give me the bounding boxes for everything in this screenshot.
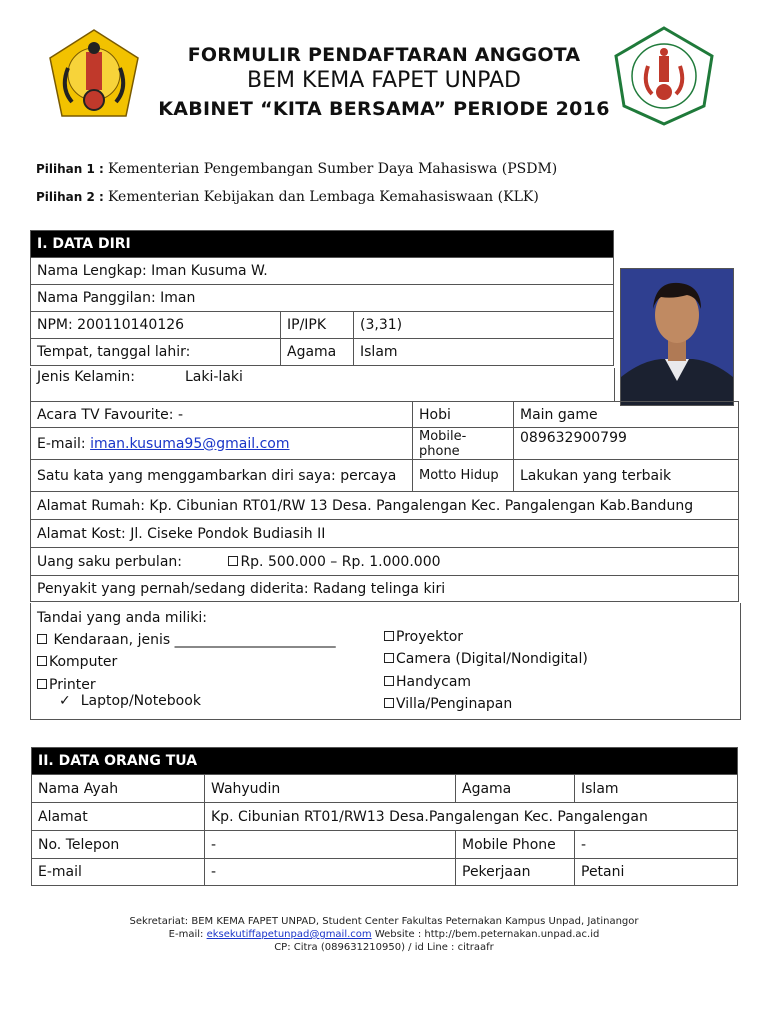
jk-value: Laki-laki	[185, 369, 243, 385]
tandai-handycam	[384, 674, 471, 690]
tandai-proyektor	[384, 629, 463, 645]
choice-2-value: Kementerian Kebijakan dan Lembaga Kemahasiswaan (KLK)	[107, 189, 539, 205]
email-cell	[31, 428, 413, 460]
ortu-mobile-value: -	[575, 831, 738, 859]
section-title-data-diri: I. DATA DIRI	[31, 231, 614, 258]
alamat-rumah: Alamat Rumah: Kp. Cibunian RT01/RW 13 Desa. Pangalengan Kec. Pangalengan Kab.Bandung	[31, 492, 739, 520]
footer-website: Website : http://bem.peternakan.unpad.ac.id	[371, 929, 600, 940]
footer-address: Sekretariat: BEM KEMA FAPET UNPAD, Student Center Fakultas Peternakan Kampus Unpad, Jatinangor	[129, 916, 639, 927]
tandai-printer-label: Printer	[49, 677, 96, 693]
acara-tv: Acara TV Favourite: -	[31, 402, 413, 428]
org-title: BEM KEMA FAPET UNPAD	[246, 68, 521, 93]
data-diri-table-bottom	[30, 401, 739, 602]
choice-1	[36, 161, 557, 177]
hobi-label: Hobi	[413, 402, 514, 428]
choice-2	[36, 189, 539, 205]
tandai-villa-label: Villa/Penginapan	[396, 696, 513, 712]
checkbox-icon[interactable]	[228, 556, 238, 566]
alamat-kost: Alamat Kost: Jl. Ciseke Pondok Budiasih II	[31, 520, 739, 548]
tandai-proyektor-label: Proyektor	[396, 629, 464, 645]
uang-saku	[31, 548, 739, 576]
checkbox-icon[interactable]	[37, 656, 47, 666]
email-label: E-mail:	[37, 435, 91, 452]
ortu-mobile-label: Mobile Phone	[456, 831, 575, 859]
choice-1-value: Kementerian Pengembangan Sumber Daya Mahasiswa (PSDM)	[107, 161, 558, 177]
nama-lengkap: Nama Lengkap: Iman Kusuma W.	[31, 258, 614, 285]
footer-email-link[interactable]: eksekutiffapetunpad@gmail.com	[206, 929, 372, 940]
checkbox-icon[interactable]	[384, 653, 394, 663]
agama-value: Islam	[354, 339, 614, 366]
ortu-telepon-label: No. Telepon	[32, 831, 205, 859]
tandai-komputer	[37, 654, 117, 670]
ortu-nama-label: Nama Ayah	[32, 775, 205, 803]
motto-value: Lakukan yang terbaik	[514, 460, 739, 492]
data-orang-tua-table	[31, 747, 738, 886]
data-diri-table-top	[30, 230, 614, 366]
tandai-handycam-label: Handycam	[396, 674, 472, 690]
penyakit: Penyakit yang pernah/sedang diderita: Radang telinga kiri	[31, 576, 739, 602]
checkbox-icon[interactable]	[37, 634, 47, 644]
jenis-kelamin-row	[30, 368, 615, 401]
ortu-agama-label: Agama	[456, 775, 575, 803]
ortu-pekerjaan-label: Pekerjaan	[456, 859, 575, 886]
footer-contact	[0, 929, 768, 940]
ipk-label: IP/IPK	[281, 312, 354, 339]
jk-label: Jenis Kelamin:	[37, 369, 135, 385]
uang-saku-label: Uang saku perbulan:	[37, 553, 182, 570]
uang-saku-value: Rp. 500.000 – Rp. 1.000.000	[240, 553, 441, 570]
ortu-pekerjaan-value: Petani	[575, 859, 738, 886]
ttl: Tempat, tanggal lahir:	[31, 339, 281, 366]
ortu-alamat-value: Kp. Cibunian RT01/RW13 Desa.Pangalengan Kec. Pangalengan	[205, 803, 738, 831]
mobile-label: Mobile-phone	[413, 428, 514, 460]
footer-email-label: E-mail:	[168, 929, 207, 940]
tandai-camera-label: Camera (Digital/Nondigital)	[396, 651, 588, 667]
mobile-value: 089632900799	[514, 428, 739, 460]
agama-label: Agama	[281, 339, 354, 366]
checkbox-icon[interactable]	[37, 679, 47, 689]
nama-panggilan: Nama Panggilan: Iman	[31, 285, 614, 312]
ortu-agama-value: Islam	[575, 775, 738, 803]
ortu-nama-value: Wahyudin	[205, 775, 456, 803]
cabinet-title: KABINET “KITA BERSAMA” PERIODE 2016	[158, 98, 610, 120]
tandai-komputer-label: Komputer	[49, 654, 118, 670]
npm: NPM: 200110140126	[31, 312, 281, 339]
tandai-kendaraan	[37, 632, 336, 648]
checkbox-icon[interactable]	[384, 631, 394, 641]
ortu-alamat-label: Alamat	[32, 803, 205, 831]
tandai-printer	[37, 677, 96, 693]
tandai-laptop-label: Laptop/Notebook	[80, 693, 201, 709]
ortu-telepon-value: -	[205, 831, 456, 859]
uang-saku-option	[228, 554, 440, 570]
tandai-villa	[384, 696, 512, 712]
tandai-kendaraan-label: Kendaraan, jenis _______________________	[53, 632, 336, 648]
tandai-camera	[384, 651, 588, 667]
satu-kata: Satu kata yang menggambarkan diri saya: percaya	[31, 460, 413, 492]
motto-label: Motto Hidup	[413, 460, 514, 492]
ortu-email-value: -	[205, 859, 456, 886]
form-title: FORMULIR PENDAFTARAN ANGGOTA	[187, 44, 581, 66]
ipk-value: (3,31)	[354, 312, 614, 339]
choice-1-label: Pilihan 1 :	[36, 162, 104, 176]
checkbox-icon[interactable]	[384, 698, 394, 708]
footer-cp: CP: Citra (089631210950) / id Line : citraafr	[274, 942, 494, 953]
profile-photo	[620, 268, 734, 406]
email-link[interactable]: iman.kusuma95@gmail.com	[90, 435, 290, 452]
checkmark-icon[interactable]: ✓	[59, 693, 71, 709]
choice-2-label: Pilihan 2 :	[36, 190, 104, 204]
tandai-label: Tandai yang anda miliki:	[37, 610, 207, 626]
tandai-box	[30, 603, 741, 720]
section-title-orang-tua: II. DATA ORANG TUA	[32, 748, 738, 775]
checkbox-icon[interactable]	[384, 676, 394, 686]
tandai-laptop	[59, 693, 201, 709]
ortu-email-label: E-mail	[32, 859, 205, 886]
hobi-value: Main game	[514, 402, 739, 428]
